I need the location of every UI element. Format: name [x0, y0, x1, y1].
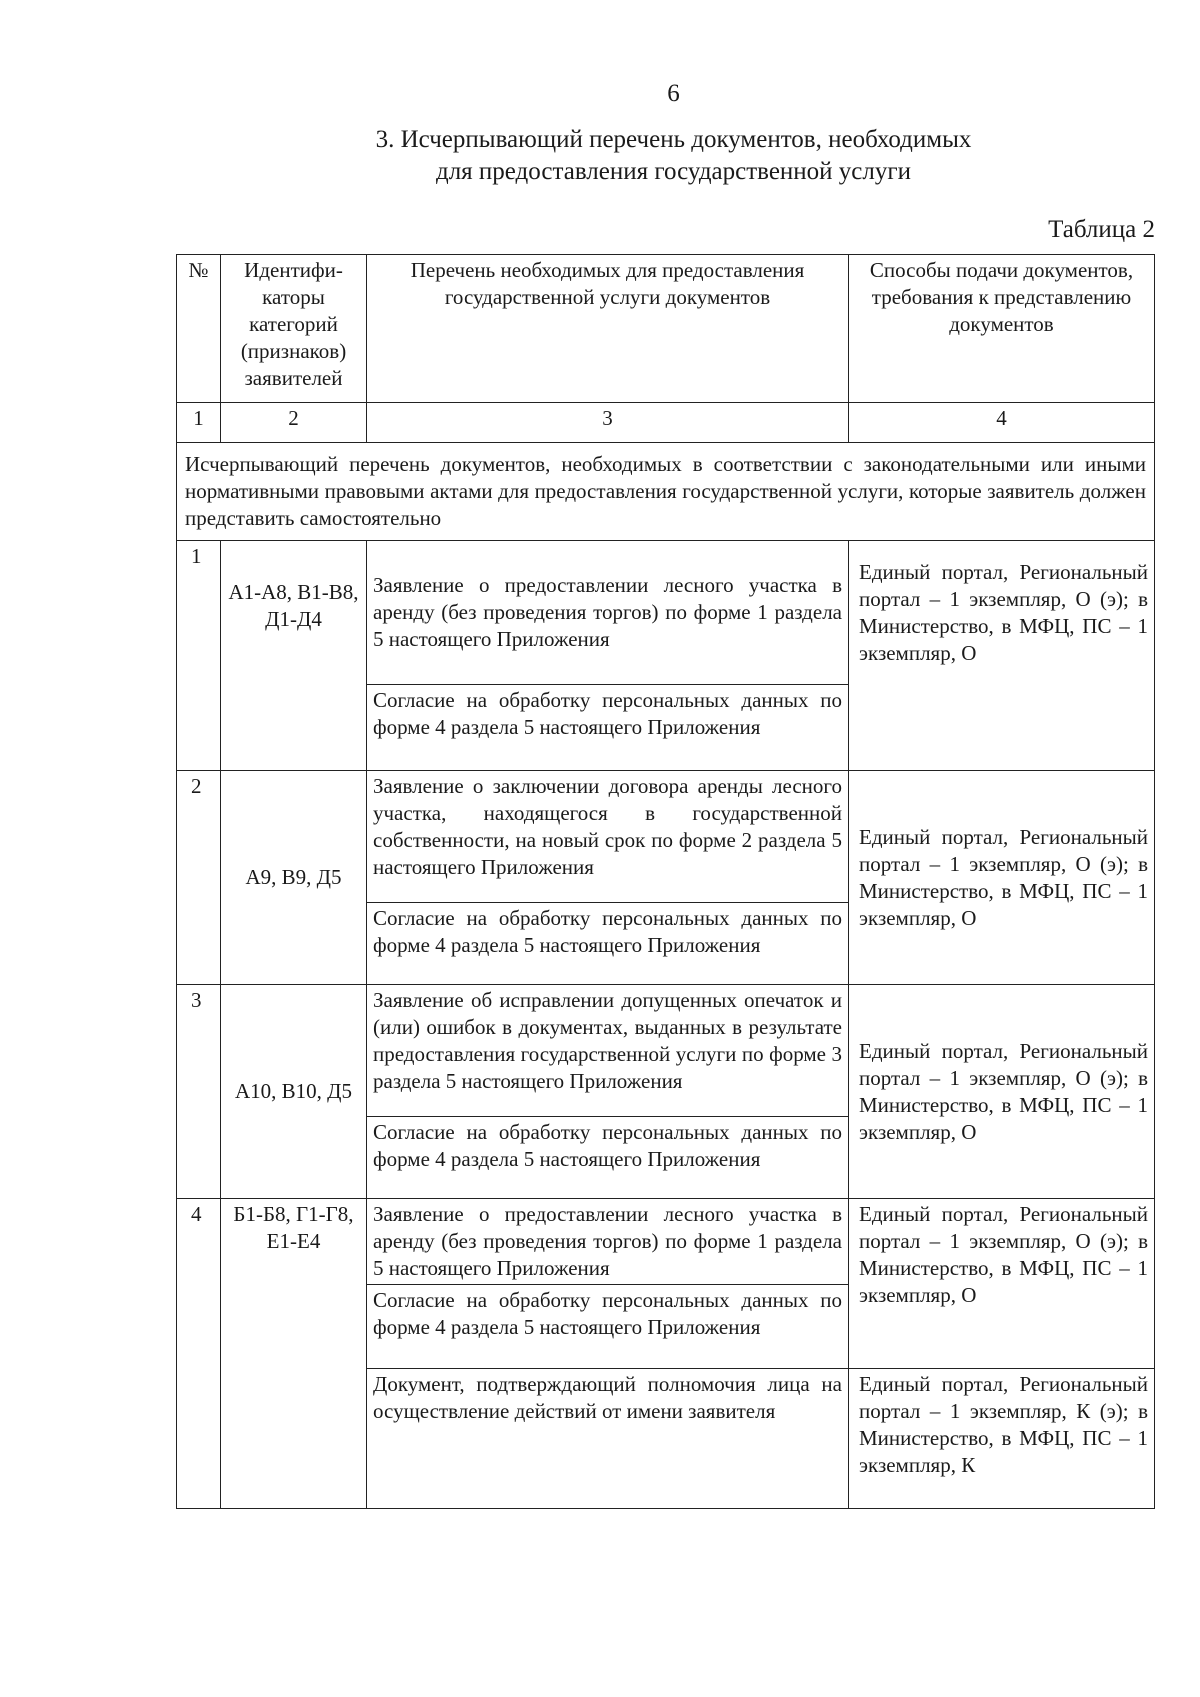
column-number: 2	[221, 403, 367, 443]
section-title: Исчерпывающий перечень документов, необходимых в соответствии с законодательными или иными нормативными правовыми актами для предоставления государственной услуги, которые заявитель должен представить самостоятельно	[177, 443, 1155, 541]
documents-table	[176, 254, 1155, 1509]
row-document: Заявление о предоставлении лесного участка в аренду (без проведения торгов) по форме 1 раздела 5 настоящего Приложения	[367, 541, 849, 685]
section-heading-line1: 3. Исчерпывающий перечень документов, необходимых	[375, 126, 972, 153]
section-title-row	[177, 443, 1155, 541]
row-number: 1	[177, 541, 221, 771]
row-submission-ways: Единый портал, Региональный портал – 1 экземпляр, О (э); в Министерство, в МФЦ, ПС – 1 экземпляр, О	[849, 541, 1155, 771]
row-document: Заявление о предоставлении лесного участка в аренду (без проведения торгов) по форме 1 раздела 5 настоящего Приложения	[367, 1199, 849, 1285]
page-number: 6	[667, 80, 680, 107]
header-num: №	[177, 255, 221, 403]
column-number-row	[177, 403, 1155, 443]
header-docs: Перечень необходимых для предоставления государственной услуги документов	[367, 255, 849, 403]
table-row	[177, 1199, 1155, 1285]
row-document: Согласие на обработку персональных данных по форме 4 раздела 5 настоящего Приложения	[367, 1117, 849, 1199]
header-ways: Способы подачи документов, требования к представлению документов	[849, 255, 1155, 403]
row-identifiers: А9, В9, Д5	[221, 771, 367, 985]
row-identifiers: Б1-Б8, Г1-Г8, Е1-Е4	[221, 1199, 367, 1509]
header-ids: Идентифи-каторы категорий (признаков) заявителей	[221, 255, 367, 403]
row-submission-ways: Единый портал, Региональный портал – 1 экземпляр, К (э); в Министерство, в МФЦ, ПС – 1 экземпляр, К	[849, 1369, 1155, 1509]
row-number: 4	[177, 1199, 221, 1509]
section-heading-line2: для предоставления государственной услуги	[435, 158, 912, 185]
row-submission-ways: Единый портал, Региональный портал – 1 экземпляр, О (э); в Министерство, в МФЦ, ПС – 1 экземпляр, О	[849, 985, 1155, 1199]
row-document: Заявление о заключении договора аренды лесного участка, находящегося в государственной собственности, на новый срок по форме 2 раздела 5 настоящего Приложения	[367, 771, 849, 903]
column-number: 4	[849, 403, 1155, 443]
table-row	[177, 541, 1155, 685]
row-document: Согласие на обработку персональных данных по форме 4 раздела 5 настоящего Приложения	[367, 685, 849, 771]
row-submission-ways: Единый портал, Региональный портал – 1 экземпляр, О (э); в Министерство, в МФЦ, ПС – 1 экземпляр, О	[849, 771, 1155, 985]
table-row	[177, 771, 1155, 903]
column-number: 3	[367, 403, 849, 443]
section-heading	[0, 124, 1200, 188]
table-label: Таблица 2	[1048, 216, 1155, 243]
row-submission-ways: Единый портал, Региональный портал – 1 экземпляр, О (э); в Министерство, в МФЦ, ПС – 1 экземпляр, О	[849, 1199, 1155, 1369]
header-row	[177, 255, 1155, 403]
column-number: 1	[177, 403, 221, 443]
row-document: Согласие на обработку персональных данных по форме 4 раздела 5 настоящего Приложения	[367, 1285, 849, 1369]
row-number: 2	[177, 771, 221, 985]
row-document: Заявление об исправлении допущенных опечаток и (или) ошибок в документах, выданных в результате предоставления государственной услуги по форме 3 раздела 5 настоящего Приложения	[367, 985, 849, 1117]
row-identifiers: А1-А8, В1-В8, Д1-Д4	[221, 541, 367, 771]
row-identifiers: А10, В10, Д5	[221, 985, 367, 1199]
row-number: 3	[177, 985, 221, 1199]
row-document: Документ, подтверждающий полномочия лица на осуществление действий от имени заявителя	[367, 1369, 849, 1509]
table-row	[177, 985, 1155, 1117]
row-document: Согласие на обработку персональных данных по форме 4 раздела 5 настоящего Приложения	[367, 903, 849, 985]
